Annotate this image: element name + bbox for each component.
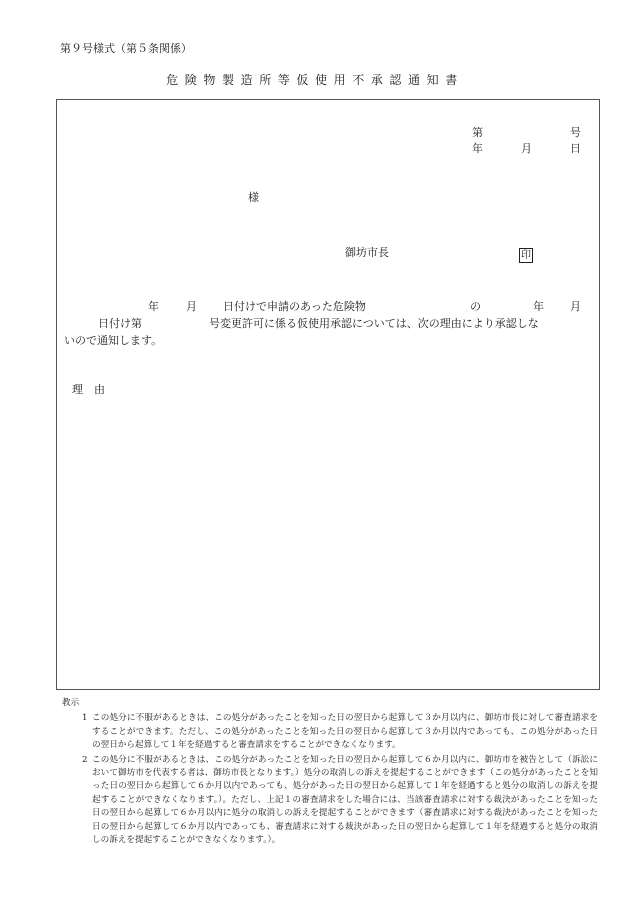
- date-year-label: 年: [472, 142, 483, 155]
- notice-body: [64, 298, 584, 349]
- document-title: 危険物製造所等仮使用不承認通知書: [166, 73, 464, 87]
- document-number-prefix: 第: [472, 126, 483, 139]
- issuer-name: 御坊市長: [345, 246, 389, 259]
- addressee-suffix: 様: [248, 191, 259, 204]
- document-number-suffix: 号: [570, 126, 581, 139]
- body-month-label: 月: [186, 300, 197, 313]
- body-month2-label: 月: [570, 300, 581, 313]
- instruction-item: [62, 754, 598, 848]
- date-month-label: 月: [521, 142, 532, 155]
- instruction-text: この処分に不服があるときは、この処分があったことを知った日の翌日から起算して３か月以内に、御坊市長に対して審査請求をすることができます。ただし、この処分があったことを知った日の翌日から起算して３か月以内であっても、この処分があった日の翌日から起算して１年を経過すると審査請求をすることができなくなります。: [92, 713, 598, 751]
- seal-mark: [519, 243, 533, 263]
- body-year-label: 年: [148, 300, 159, 313]
- form-frame: [56, 99, 600, 690]
- instruction-text: この処分に不服があるときは、この処分があったことを知った日の翌日から起算して６か月以内に、御坊市を被告として（訴訟において御坊市を代表する者は、御坊市長となります。）処分の取消しの訴えを提起することができます（この処分があったことを知った日の翌日から起算して６か月以内であっても、処分があった日の翌日から起算して１年を経過すると処分の取消しの訴えを提起することができなくなります。）。ただし、上記１の審査請求をした場合には、当該審査請求に対する裁決があったことを知った日の翌日から起算して６か月以内に処分の取消しの訴えを提起することができます（審査請求に対する裁決があったことを知った日の翌日から起算して６か月以内であっても、審査請求に対する裁決があった日の翌日から起算して１年を経過すると処分の取消しの訴えを提起することができなくなります。）。: [92, 754, 598, 846]
- body-year2-label: 年: [533, 300, 544, 313]
- body-no-particle: の: [470, 300, 481, 313]
- body-line-2: [64, 315, 584, 332]
- body-application-text: 日付けで申請のあった危険物: [223, 300, 366, 313]
- body-change-permit-text: 号変更許可に係る仮使用承認については、次の理由により承認しな: [209, 317, 539, 330]
- form-number: 第９号様式（第５条関係）: [60, 42, 192, 55]
- instructions-heading: 教示: [62, 698, 80, 708]
- date-day-label: 日: [570, 142, 581, 155]
- instruction-number: 2: [82, 754, 88, 765]
- body-line-1: [64, 298, 584, 315]
- seal-label: 印: [521, 250, 531, 261]
- body-dated-number-text: 日付け第: [98, 317, 142, 330]
- instructions-section: [62, 697, 598, 848]
- body-notice-text: いので通知します。: [64, 334, 163, 347]
- body-line-3: [64, 332, 584, 349]
- reason-label: 理 由: [72, 383, 105, 396]
- instruction-item: [62, 712, 598, 752]
- instruction-number: 1: [82, 713, 88, 724]
